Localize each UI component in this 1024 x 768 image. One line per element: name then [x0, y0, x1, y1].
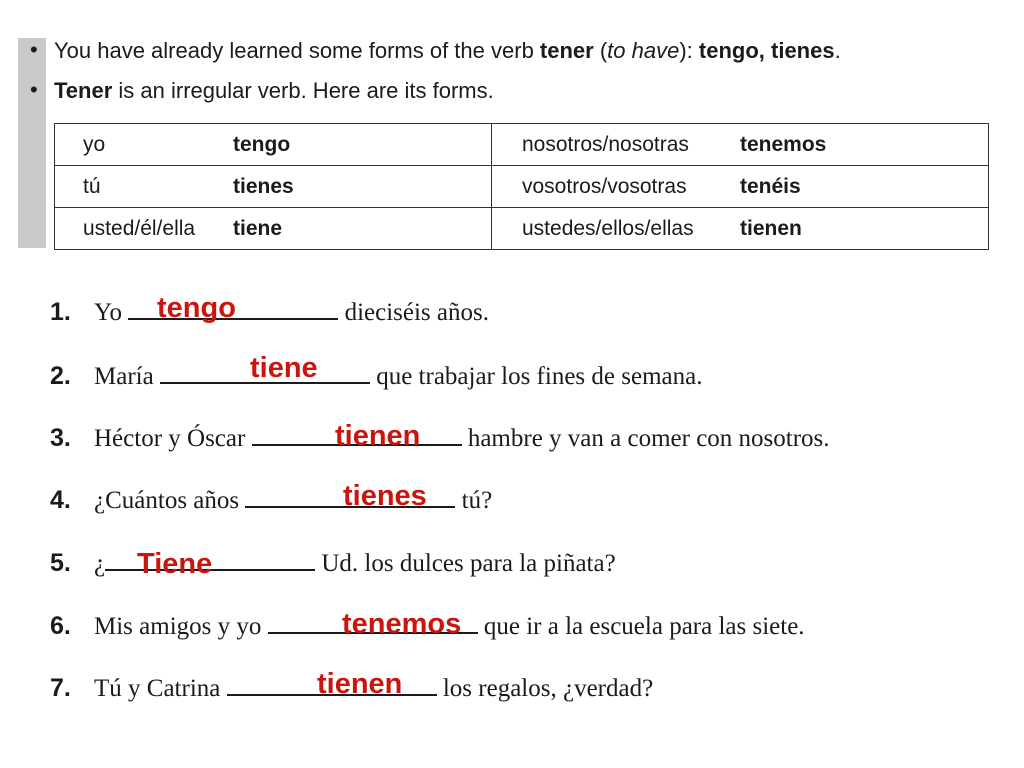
exercise-text-before: ¿ [94, 550, 106, 577]
exercise-5 [50, 549, 616, 578]
exercise-number: 3. [50, 424, 71, 452]
form-singular: tengo [233, 124, 492, 166]
pronoun-plural: vosotros/vosotras [492, 166, 741, 208]
bullet1-text-2: ( [593, 38, 608, 63]
bullet1-gloss: to have [607, 38, 680, 63]
bullet1-forms: tengo, tienes [698, 38, 835, 63]
answer-3: tienen [335, 420, 421, 452]
table-row [55, 166, 989, 208]
bullet1-text-1: You have already learned some forms of the verb [54, 38, 540, 63]
exercise-number: 4. [50, 486, 71, 514]
exercise-text-before: Mis amigos y yo [94, 613, 268, 640]
exercise-text-after: Ud. los dulces para la piñata? [315, 550, 616, 577]
form-plural: tienen [740, 208, 989, 250]
bullet-icon: • [30, 37, 38, 62]
bullet2-text: is an irregular verb. Here are its forms. [112, 78, 494, 103]
exercise-number: 6. [50, 612, 71, 640]
side-bar [18, 38, 46, 248]
bullet-icon: • [30, 77, 38, 102]
exercise-number: 5. [50, 549, 71, 577]
form-singular: tienes [233, 166, 492, 208]
table-row [55, 124, 989, 166]
conjugation-table [54, 123, 989, 250]
exercise-3 [50, 424, 830, 453]
exercise-text-after: hambre y van a comer con nosotros. [461, 425, 830, 452]
answer-2: tiene [250, 352, 318, 384]
answer-4: tienes [343, 480, 427, 512]
exercise-number: 7. [50, 674, 71, 702]
bullet1-text-3: ): [679, 38, 699, 63]
bullet1-text-4: . [834, 38, 841, 63]
pronoun-singular: tú [55, 166, 234, 208]
exercise-text-before: ¿Cuántos años [94, 487, 246, 514]
pronoun-plural: nosotros/nosotras [492, 124, 741, 166]
table-row [55, 208, 989, 250]
form-plural: tenéis [740, 166, 989, 208]
exercise-text-after: que ir a la escuela para las siete. [477, 613, 805, 640]
exercise-text-before: Tú y Catrina [94, 675, 227, 702]
form-plural: tenemos [740, 124, 989, 166]
pronoun-singular: yo [55, 124, 234, 166]
bullet1-verb: tener [539, 38, 594, 63]
exercise-1 [50, 298, 489, 327]
intro-bullet-1 [54, 38, 841, 64]
form-singular: tiene [233, 208, 492, 250]
exercise-number: 2. [50, 362, 71, 390]
answer-5: Tiene [137, 548, 213, 580]
bullet2-verb: Tener [54, 78, 113, 103]
answer-6: tenemos [342, 608, 462, 640]
exercise-text-after: tú? [455, 487, 493, 514]
exercise-text-after: los regalos, ¿verdad? [436, 675, 654, 702]
exercise-text-after: que trabajar los fines de semana. [369, 363, 703, 390]
intro-bullet-2 [54, 78, 494, 104]
exercise-text-before: Yo [94, 299, 129, 326]
exercise-2 [50, 362, 702, 391]
exercise-text-after: dieciséis años. [338, 299, 489, 326]
exercise-text-before: María [94, 363, 160, 390]
exercise-number: 1. [50, 298, 71, 326]
exercise-text-before: Héctor y Óscar [94, 425, 252, 452]
answer-7: tienen [317, 668, 403, 700]
answer-1: tengo [157, 292, 236, 324]
pronoun-plural: ustedes/ellos/ellas [492, 208, 741, 250]
pronoun-singular: usted/él/ella [55, 208, 234, 250]
